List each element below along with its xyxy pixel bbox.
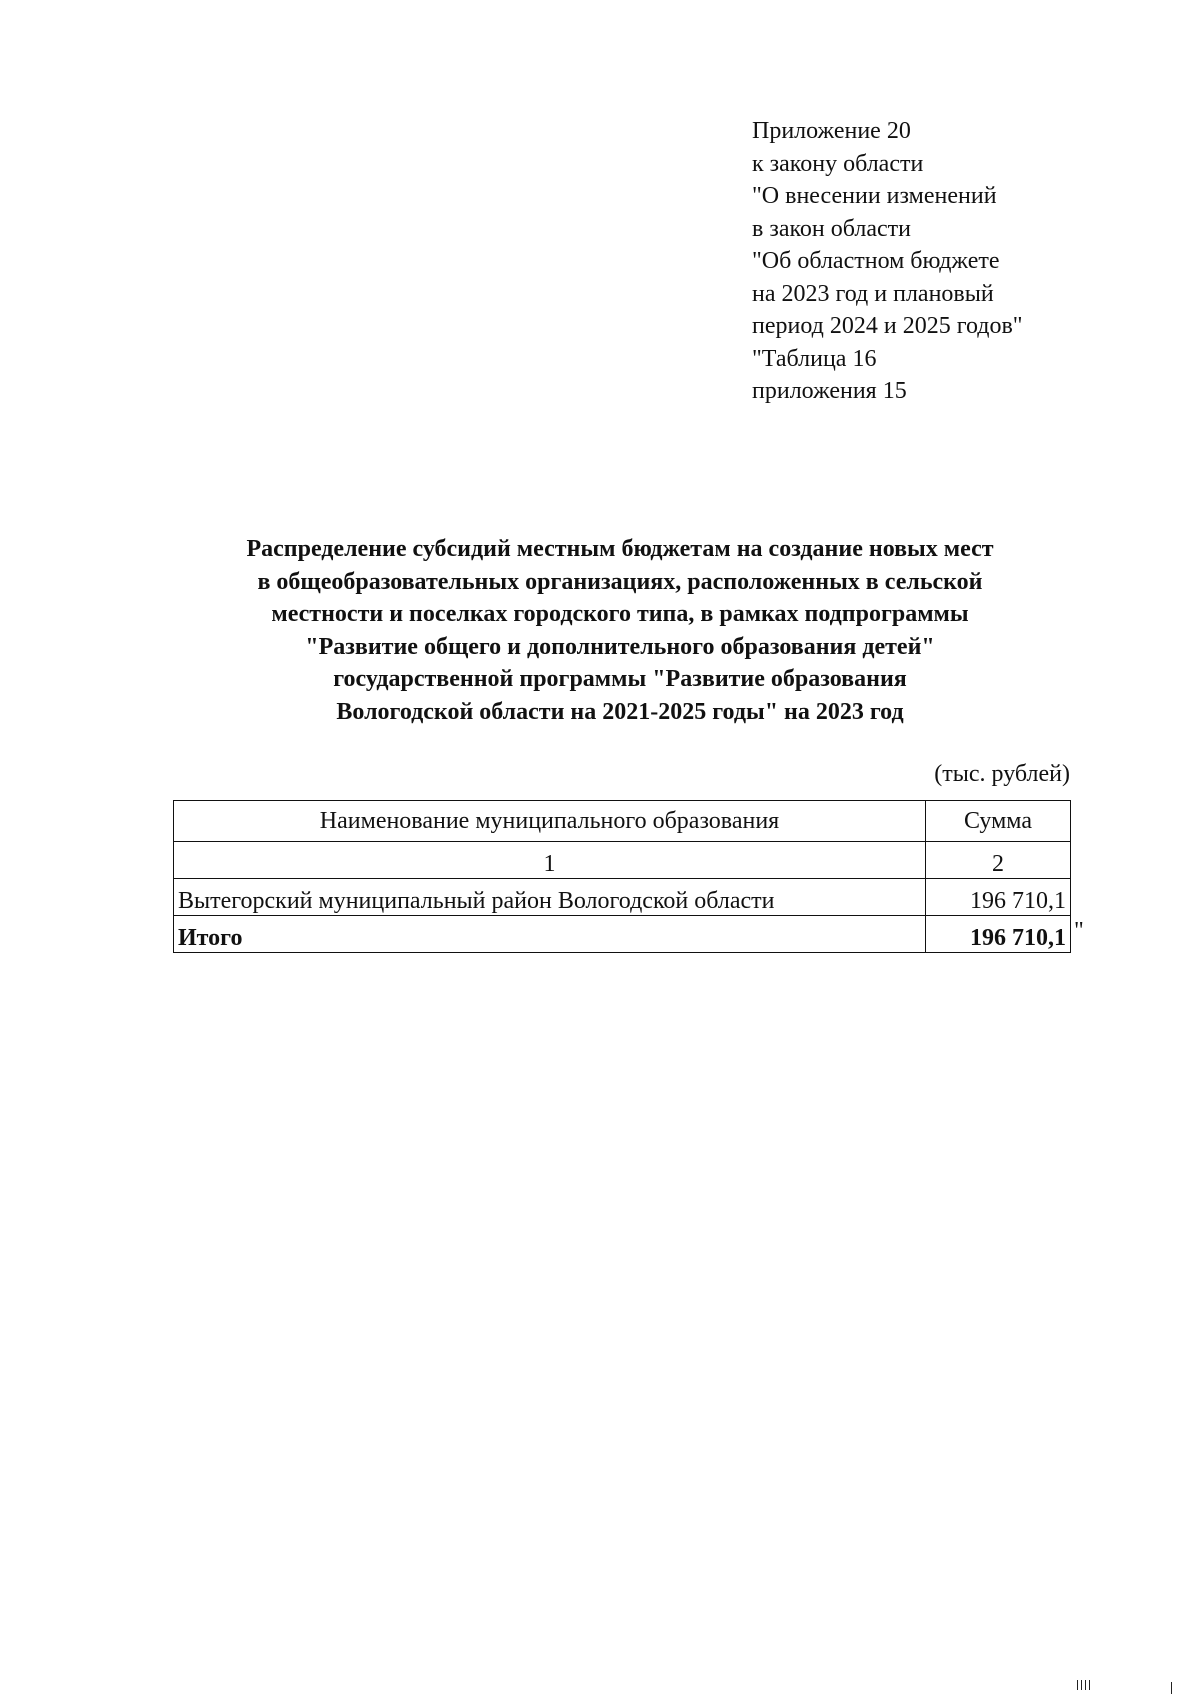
title-line: Вологодской области на 2021-2025 годы" на 2023 год <box>336 698 904 725</box>
appendix-line: к закону области <box>752 150 924 177</box>
appendix-line: "О внесении изменений <box>752 183 997 209</box>
units-label: (тыс. рублей) <box>934 761 1070 787</box>
column-number: 2 <box>926 842 1071 879</box>
appendix-line: в закон области <box>752 215 911 242</box>
scan-mark <box>1081 1680 1082 1690</box>
appendix-line: приложения 15 <box>752 378 907 404</box>
appendix-line: Приложение 20 <box>752 118 911 144</box>
total-row <box>174 916 1071 953</box>
header-amount: Сумма <box>926 801 1071 842</box>
column-number-row <box>174 842 1071 879</box>
title-line: в общеобразовательных организациях, расположенных в сельской <box>257 568 983 595</box>
total-label: Итого <box>174 916 926 953</box>
title-line: местности и поселках городского типа, в рамках подпрограммы <box>271 601 969 627</box>
closing-quote: " <box>1074 918 1084 944</box>
amount-value: 196 710,1 <box>926 879 1071 916</box>
scan-mark <box>1085 1680 1086 1690</box>
scan-mark <box>1171 1682 1172 1694</box>
total-amount: 196 710,1 <box>926 916 1071 953</box>
municipality-name: Вытегорский муниципальный район Вологодской области <box>174 879 926 916</box>
scan-mark <box>1077 1680 1078 1690</box>
title-line: государственной программы "Развитие образования <box>333 666 907 692</box>
appendix-line: период 2024 и 2025 годов" <box>752 313 1023 339</box>
header-municipality: Наименование муниципального образования <box>174 801 926 842</box>
scan-mark <box>1089 1680 1090 1690</box>
appendix-line: "Таблица 16 <box>752 345 877 372</box>
column-number: 1 <box>174 842 926 879</box>
appendix-line: "Об областном бюджете <box>752 248 1000 274</box>
title-line: Распределение субсидий местным бюджетам на создание новых мест <box>246 536 994 562</box>
appendix-reference <box>752 115 1023 408</box>
document-title <box>170 533 1070 728</box>
appendix-line: на 2023 год и плановый <box>752 280 994 307</box>
table-row <box>174 879 1071 916</box>
table-header-row <box>174 801 1071 842</box>
subsidy-table <box>173 800 1071 953</box>
title-line: "Развитие общего и дополнительного образования детей" <box>305 633 935 660</box>
